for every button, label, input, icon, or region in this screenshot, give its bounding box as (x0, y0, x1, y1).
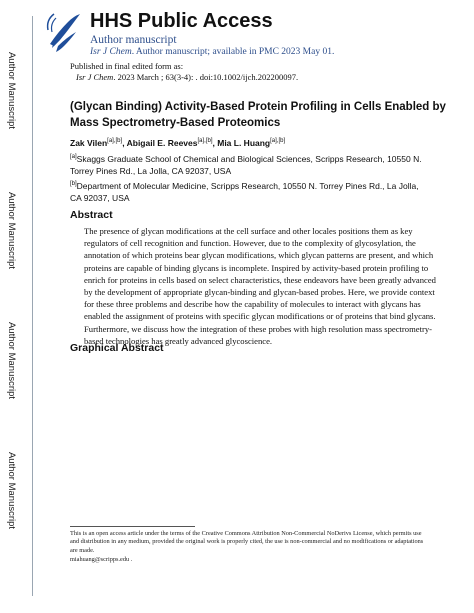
graphical-abstract-heading: Graphical Abstract (70, 342, 164, 354)
affiliation (70, 151, 425, 177)
citation-details: . 2023 March ; 63(3-4): . doi:10.1002/ijch.202200097. (113, 72, 299, 82)
author-name: Abigail E. Reeves (126, 138, 198, 148)
pmc-availability (90, 47, 334, 57)
header-availability: . Author manuscript; available in PMC 2023 May 01. (131, 47, 335, 57)
author-affiliation-marker: [a],[b] (197, 138, 213, 145)
author-affiliation-marker: [a],[b] (107, 138, 123, 145)
affiliation-marker: [a] (70, 154, 77, 160)
affiliation (70, 178, 425, 204)
citation-journal: Isr J Chem (76, 72, 114, 82)
author-manuscript-label: Author manuscript (90, 34, 177, 46)
affiliation-text: Department of Molecular Medicine, Scripps Research, 10550 N. Torrey Pines Rd., La Jolla, CA 92037, USA (70, 180, 419, 203)
abstract-heading: Abstract (70, 209, 113, 221)
author-list (70, 138, 285, 148)
side-label-author-manuscript: Author Manuscript (6, 451, 18, 529)
hhs-public-access-title: HHS Public Access (90, 10, 273, 32)
citation-line (70, 72, 298, 83)
side-label-author-manuscript: Author Manuscript (6, 191, 18, 269)
affiliation-text: Skaggs Graduate School of Chemical and Biological Sciences, Scripps Research, 10550 N. Torrey Pines Rd., La Jolla, CA 92037, USA (70, 153, 422, 176)
author-separator: , (212, 138, 218, 148)
author-name: Zak Vilen (70, 138, 108, 148)
side-divider (32, 16, 33, 596)
side-label-author-manuscript: Author Manuscript (6, 51, 18, 129)
published-in-label: Published in final edited form as: (70, 61, 184, 71)
header-journal: Isr J Chem (90, 47, 132, 57)
hhs-eagle-logo-icon (44, 10, 84, 54)
publication-info (70, 61, 298, 83)
author-name: Mia L. Huang (217, 138, 271, 148)
affiliation-marker: [b] (70, 181, 77, 187)
side-label-author-manuscript: Author Manuscript (6, 321, 18, 399)
paper-title: (Glycan Binding) Activity-Based Protein Profiling in Cells Enabled by Mass Spectrometry-Based Proteomics (70, 101, 446, 129)
author-separator: , (122, 138, 127, 148)
footnote-divider (70, 526, 195, 527)
license-footnote: This is an open access article under the terms of the Creative Commons Attribution Non-Commercial NoDerivs License, which permits use and distribution in any medium, provided the original work is properly cited, the use is non-commercial and no modifications or adaptations are made. (70, 530, 424, 554)
corresponding-email: miahuang@scripps.edu . (70, 556, 133, 563)
abstract-text: The presence of glycan modifications at the cell surface and other locales positions them as key regulators of cell recognition and function. However, due to the complexity of glycosylation, the annotation of which proteins bear glycan modifications, which glycan patterns are present, and which proteins are capable of binding glycans is incomplete. Inspired by activity-based protein profiling to enrich for proteins in cells based on select characteristics, these endeavors have been greatly advanced by the development of appropriate glycan-binding and glycan-based probes. Here, we provide context for these three problems and describe how the capability of molecules to interact with glycans has enabled the assignment of proteins with specific glycan modifications or of proteins that bind glycans. Furthermore, we discuss how the integration of these probes with high resolution mass spectrometry-based technologies has greatly advanced glycoscience. (84, 226, 436, 346)
author-affiliation-marker: [a],[b] (270, 138, 286, 145)
